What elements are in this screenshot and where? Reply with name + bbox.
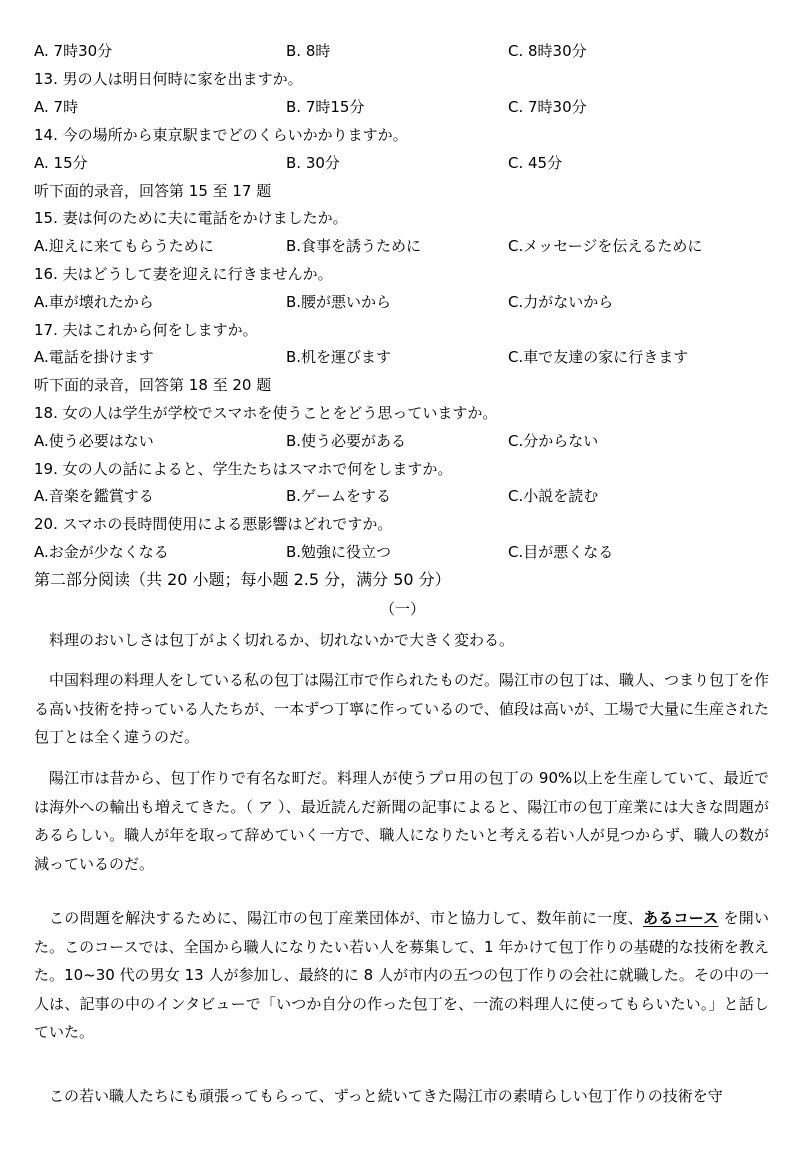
listening-instruction: 听下面的录音，回答第 15 至 17 题 bbox=[34, 182, 272, 200]
option-b: B. 7時15分 bbox=[286, 98, 365, 116]
option-c: C.力がないから bbox=[508, 293, 614, 311]
question-19: 19. 女の人の話によると、学生たちはスマホで何をしますか。 bbox=[34, 460, 453, 478]
option-c: C.車で友達の家に行きます bbox=[508, 348, 689, 366]
option-b: B.机を運びます bbox=[286, 348, 392, 366]
paragraph-4-part-2: を開いた。このコースでは、全国から職人になりたい若い人を募集して、1 年かけて包丁作りの基礎的な技術を教えた。10~30 代の男女 13 人が参加し、最終的に 8 人が市内の五つの包丁作りの会社に就職した。その中の一人は、記事の中のインタビューで「いつか自分の作った包丁を、一流の料理人に使ってもらいたい。」と話していた。 bbox=[34, 909, 769, 1042]
paragraph-5: この若い職人たちにも頑張ってもらって、ずっと続いてきた陽江市の素晴らしい包丁作りの技術を守 bbox=[49, 1087, 723, 1105]
option-c: C. 7時30分 bbox=[508, 98, 587, 116]
section-title: 第二部分阅读（共 20 小题；每小题 2.5 分，满分 50 分） bbox=[34, 570, 451, 589]
option-a: A.車が壊れたから bbox=[34, 293, 154, 311]
question-17: 17. 夫はこれから何をしますか。 bbox=[34, 321, 258, 339]
paragraph-1: 料理のおいしさは包丁がよく切れるか、切れないかで大きく変わる。 bbox=[49, 631, 515, 649]
option-b: B.勉強に役立つ bbox=[286, 543, 392, 561]
option-c: C.メッセージを伝えるために bbox=[508, 237, 703, 255]
question-14: 14. 今の場所から東京駅までどのくらいかかりますか。 bbox=[34, 126, 408, 144]
option-c: C.分からない bbox=[508, 432, 599, 450]
option-a: A. 15分 bbox=[34, 154, 88, 172]
question-20: 20. スマホの長時間使用による悪影響はどれですか。 bbox=[34, 515, 393, 533]
option-b: B. 30分 bbox=[286, 154, 340, 172]
option-b: B.食事を誘うために bbox=[286, 237, 422, 255]
underlined-phrase: あるコース bbox=[643, 909, 719, 927]
paragraph-3 bbox=[34, 764, 769, 878]
option-c: C.目が悪くなる bbox=[508, 543, 614, 561]
question-16: 16. 夫はどうして妻を迎えに行きませんか。 bbox=[34, 265, 333, 283]
option-a: A.使う必要はない bbox=[34, 432, 154, 450]
option-a: A.お金が少なくなる bbox=[34, 543, 169, 561]
option-c: C. 8時30分 bbox=[508, 42, 587, 60]
option-a: A. 7時 bbox=[34, 98, 79, 116]
question-15: 15. 妻は何のために夫に電話をかけましたか。 bbox=[34, 209, 348, 227]
paragraph-4 bbox=[34, 904, 769, 1047]
option-c: C. 45分 bbox=[508, 154, 563, 172]
listening-instruction: 听下面的录音，回答第 18 至 20 题 bbox=[34, 376, 272, 394]
option-a: A.電話を掛けます bbox=[34, 348, 154, 366]
option-a: A.迎えに来てもらうために bbox=[34, 237, 214, 255]
option-b: B. 8時 bbox=[286, 42, 331, 60]
option-a: A.音楽を鑑賞する bbox=[34, 487, 154, 505]
paragraph-3-part-1: 陽江市は昔から、包丁作りで有名な町だ。料理人が使うプロ用の包丁の 90%以上を生産していて、最近では海外への輸出も増えてきた。 bbox=[34, 769, 769, 816]
option-c: C.小説を読む bbox=[508, 487, 599, 505]
paragraph-4-part-1: この問題を解決するために、陽江市の包丁産業団体が、市と協力して、数年前に一度、 bbox=[49, 909, 644, 927]
question-13: 13. 男の人は明日何時に家を出ますか。 bbox=[34, 70, 303, 88]
option-b: B.腰が悪いから bbox=[286, 293, 392, 311]
option-b: B.ゲームをする bbox=[286, 487, 392, 505]
question-18: 18. 女の人は学生が学校でスマホを使うことをどう思っていますか。 bbox=[34, 404, 498, 422]
option-a: A. 7時30分 bbox=[34, 42, 113, 60]
blank-a: （ ア ） bbox=[245, 797, 286, 816]
paragraph-3-part-2: 、最近読んだ新聞の記事によると、陽江市の包丁産業には大きな問題があるらしい。職人が年を取って辞めていく一方で、職人になりたいと考える若い人が見つからず、職人の数が減っているのだ。 bbox=[34, 797, 769, 873]
option-b: B.使う必要がある bbox=[286, 432, 407, 450]
passage-number: （一） bbox=[380, 600, 426, 618]
paragraph-2: 中国料理の料理人をしている私の包丁は陽江市で作られたものだ。陽江市の包丁は、職人、つまり包丁を作る高い技術を持っている人たちが、一本ずつ丁寧に作っているので、値段は高いが、工場で大量に生産された包丁とは全く違うのだ。 bbox=[34, 671, 770, 747]
